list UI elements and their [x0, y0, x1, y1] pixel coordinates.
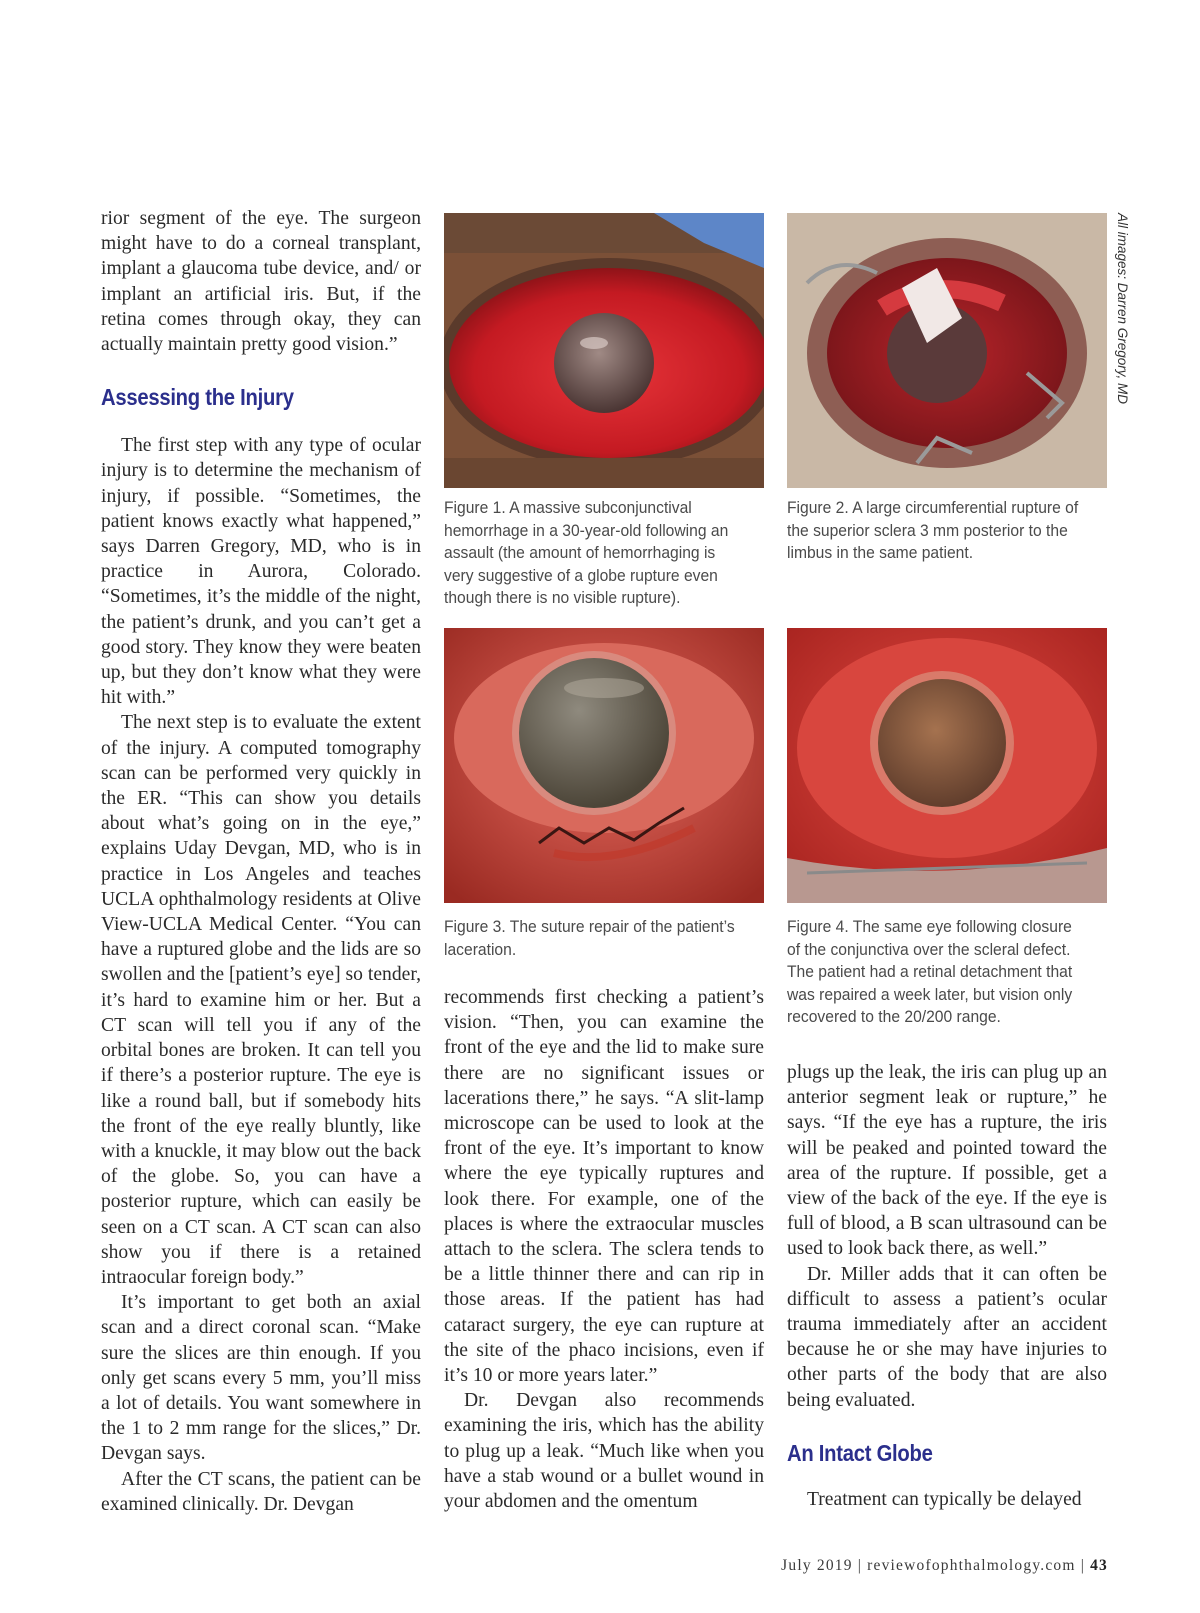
footer-separator: |	[852, 1557, 868, 1574]
footer-website: reviewofophthalmology.com	[867, 1557, 1076, 1574]
figure-1-caption: Figure 1. A massive subconjunctival hemorrhage in a 30-year-old following an assault (the amount of hemorrhaging is very suggestive of a globe rupture even though there is no visible rupture).	[444, 498, 729, 608]
paragraph: The next step is to evaluate the extent of the injury. A computed tomography scan can be performed very quickly in the ER. “This can show you details about what’s going on in the eye,” explains Uday Devgan, MD, who is in practice in Los Angeles and teaches UCLA ophthalmology residents at Olive View-UCLA Medical Center. “You can have a ruptured globe and the lids are so swollen and the [patient’s eye] so tender, it’s hard to examine him or her. But a CT scan will tell you if any of the orbital bones are broken. It can tell you if there’s a posterior rupture. The eye is like a round ball, but if somebody hits the front of the eye really bluntly, like with a knuckle, it may blow out the back of the globe. So, you can have a posterior rupture, which can easily be seen on a CT scan. A CT scan can also show you if there is a retained intraocular foreign body.”	[101, 712, 421, 1288]
column-2	[444, 985, 764, 1514]
figure-3-image	[444, 628, 764, 903]
paragraph: After the CT scans, the patient can be examined clinically. Dr. Devgan	[101, 1468, 421, 1515]
paragraph: Treatment can typically be delayed	[807, 1488, 1082, 1510]
paragraph: plugs up the leak, the iris can plug up an anterior segment leak or rupture,” he says. “If the eye has a rupture, the iris will be peaked and pointed toward the area of the rupture. If possible, get a view of the back of the eye. If the eye is full of blood, a B scan ultrasound can be used to look back there, as well.”	[787, 1062, 1107, 1260]
figure-1-image	[444, 213, 764, 488]
paragraph: Dr. Devgan also recommends examining the iris, which has the ability to plug up a leak. “Much like when you have a stab wound or a bullet wound in your abdomen and the omentum	[444, 1390, 764, 1513]
footer-separator: |	[1075, 1557, 1091, 1574]
section-heading-assessing: Assessing the Injury	[101, 384, 294, 411]
paragraph-intro: rior segment of the eye. The surgeon might have to do a corneal transplant, implant a glaucoma tube device, and/ or implant an artificial iris. But, if the retina comes through okay, they can actually maintain pretty good vision.”	[101, 208, 421, 356]
figure-4-caption: Figure 4. The same eye following closure of the conjunctiva over the scleral defect. The patient had a retinal detachment that was repaired a week later, but vision only recovered to the 20/200 range.	[787, 917, 1073, 1027]
paragraph: The first step with any type of ocular injury is to determine the mechanism of injury, if possible. “Sometimes, the patient knows exactly what happened,” says Darren Gregory, MD, who is in practice in Aurora, Colorado. “Sometimes, it’s the middle of the night, the patient’s drunk, and you can’t get a good story. They know they were beaten up, but they don’t know what they were hit with.”	[101, 435, 421, 709]
figure-3-caption: Figure 3. The suture repair of the patient’s laceration.	[444, 917, 735, 959]
figure-2-caption: Figure 2. A large circumferential rupture of the superior sclera 3 mm posterior to the limbus in the same patient.	[787, 498, 1079, 563]
image-credit: All images: Darren Gregory, MD	[1115, 213, 1130, 405]
figure-4-image	[787, 628, 1107, 903]
paragraph: recommends first checking a patient’s vision. “Then, you can examine the front of the eye and the lid to make sure there are no significant issues or lacerations there,” he says. “A slit-lamp microscope can be used to look at the front of the eye. It’s important to know where the eye typically ruptures and look there. For example, one of the places is where the extraocular muscles attach to the sclera. The sclera tends to be a little thinner there and can rip in those areas. If the patient has had cataract surgery, the eye can rupture at the site of the phaco incisions, even if it’s 10 or more years later.”	[444, 987, 764, 1387]
section-heading-intact-globe: An Intact Globe	[787, 1439, 933, 1466]
paragraph: It’s important to get both an axial scan and a direct coronal scan. “Make sure the slices are thin enough. If you only get scans every 5 mm, you’ll miss a lot of details. You want somewhere in the 1 to 2 mm range for the slices,” Dr. Devgan says.	[101, 1292, 421, 1465]
figure-2-image	[787, 213, 1107, 488]
page-number: 43	[1090, 1557, 1108, 1574]
column-1	[101, 206, 421, 1517]
page-footer	[781, 1557, 1108, 1575]
footer-issue: July 2019	[781, 1557, 853, 1574]
column-3	[787, 1060, 1107, 1512]
paragraph: Dr. Miller adds that it can often be difficult to assess a patient’s ocular trauma immediately after an accident because he or she may have injuries to other parts of the body that are also being evaluated.	[787, 1263, 1107, 1411]
